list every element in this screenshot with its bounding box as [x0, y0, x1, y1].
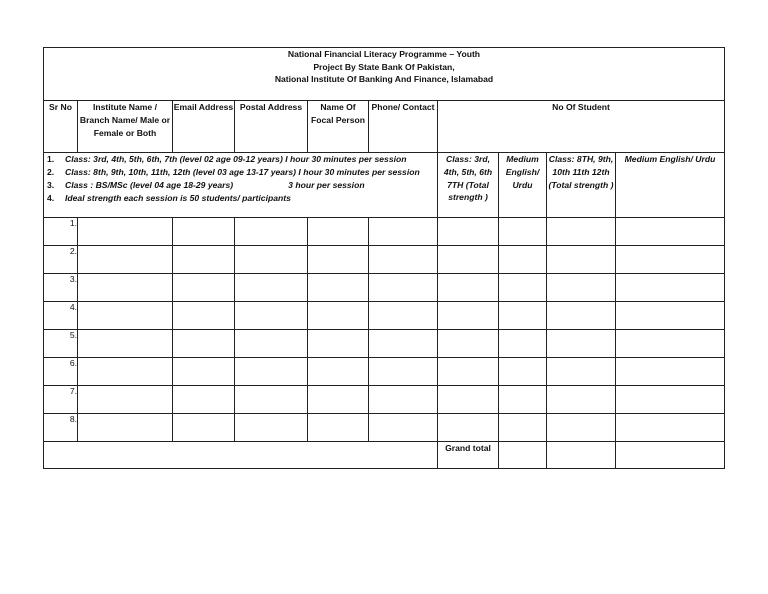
subheader-strength-senior: Class: 8TH, 9th, 10th 11th 12th (Total strength ) — [547, 153, 616, 218]
title-line-3: National Institute Of Banking And Finance, Islamabad — [274, 74, 494, 84]
table-row — [44, 246, 725, 274]
phone-cell[interactable] — [369, 274, 438, 302]
subheader-medium-senior: Medium English/ Urdu — [616, 153, 725, 218]
medium-junior-cell[interactable] — [499, 330, 547, 358]
email-cell[interactable] — [173, 386, 235, 414]
email-cell[interactable] — [173, 246, 235, 274]
table-row — [44, 274, 725, 302]
phone-cell[interactable] — [369, 302, 438, 330]
grand-total-label: Grand total — [438, 442, 499, 469]
grand-total-spacer — [44, 442, 438, 469]
table-row — [44, 414, 725, 442]
email-cell[interactable] — [173, 414, 235, 442]
postal-cell[interactable] — [235, 274, 308, 302]
institute-cell[interactable] — [78, 414, 173, 442]
strength-senior-cell[interactable] — [547, 386, 616, 414]
institute-cell[interactable] — [78, 358, 173, 386]
grand-total-row — [44, 442, 725, 469]
postal-cell[interactable] — [235, 330, 308, 358]
row-number: 2. — [44, 246, 78, 274]
header-sr-no: Sr No — [44, 101, 78, 153]
title-line-1: National Financial Literacy Programme – Youth — [287, 49, 481, 59]
phone-cell[interactable] — [369, 386, 438, 414]
focal-person-cell[interactable] — [308, 330, 369, 358]
phone-cell[interactable] — [369, 246, 438, 274]
postal-cell[interactable] — [235, 246, 308, 274]
strength-senior-cell[interactable] — [547, 414, 616, 442]
header-phone: Phone/ Contact — [369, 101, 438, 153]
strength-senior-cell[interactable] — [547, 358, 616, 386]
strength-senior-cell[interactable] — [547, 302, 616, 330]
header-focal-person: Name Of Focal Person — [308, 101, 369, 153]
strength-junior-cell[interactable] — [438, 358, 499, 386]
row-number: 3. — [44, 274, 78, 302]
email-cell[interactable] — [173, 302, 235, 330]
focal-person-cell[interactable] — [308, 302, 369, 330]
strength-junior-cell[interactable] — [438, 218, 499, 246]
medium-junior-cell[interactable] — [499, 358, 547, 386]
institute-cell[interactable] — [78, 302, 173, 330]
focal-person-cell[interactable] — [308, 246, 369, 274]
medium-senior-cell[interactable] — [616, 414, 725, 442]
phone-cell[interactable] — [369, 414, 438, 442]
medium-senior-cell[interactable] — [616, 274, 725, 302]
strength-senior-cell[interactable] — [547, 246, 616, 274]
institute-cell[interactable] — [78, 330, 173, 358]
medium-junior-cell[interactable] — [499, 386, 547, 414]
row-number: 7. — [44, 386, 78, 414]
table-row — [44, 218, 725, 246]
form-title — [44, 48, 725, 101]
header-institute: Institute Name / Branch Name/ Male or Female or Both — [78, 101, 173, 153]
medium-senior-cell[interactable] — [616, 386, 725, 414]
email-cell[interactable] — [173, 358, 235, 386]
medium-senior-cell[interactable] — [616, 302, 725, 330]
header-postal: Postal Address — [235, 101, 308, 153]
strength-senior-cell[interactable] — [547, 274, 616, 302]
medium-junior-cell[interactable] — [499, 414, 547, 442]
institute-cell[interactable] — [78, 218, 173, 246]
email-cell[interactable] — [173, 330, 235, 358]
strength-senior-cell[interactable] — [547, 218, 616, 246]
focal-person-cell[interactable] — [308, 414, 369, 442]
medium-junior-cell[interactable] — [499, 274, 547, 302]
strength-junior-cell[interactable] — [438, 246, 499, 274]
medium-senior-cell[interactable] — [616, 218, 725, 246]
note-4: 4. Ideal strength each session is 50 students/ participants — [47, 193, 291, 203]
strength-junior-cell[interactable] — [438, 302, 499, 330]
note-3: 3. Class : BS/MSc (level 04 age 18-29 years) 3 hour per session — [47, 180, 365, 190]
table-row — [44, 330, 725, 358]
strength-junior-cell[interactable] — [438, 386, 499, 414]
focal-person-cell[interactable] — [308, 386, 369, 414]
table-row — [44, 386, 725, 414]
header-email: Email Address — [173, 101, 235, 153]
postal-cell[interactable] — [235, 414, 308, 442]
note-2: 2. Class: 8th, 9th, 10th, 11th, 12th (level 03 age 13-17 years) I hour 30 minutes per session — [47, 167, 420, 177]
medium-junior-cell[interactable] — [499, 218, 547, 246]
phone-cell[interactable] — [369, 358, 438, 386]
title-line-2: Project By State Bank Of Pakistan, — [313, 61, 455, 72]
email-cell[interactable] — [173, 218, 235, 246]
focal-person-cell[interactable] — [308, 358, 369, 386]
grand-total-medium-senior[interactable] — [616, 442, 725, 469]
medium-senior-cell[interactable] — [616, 330, 725, 358]
medium-junior-cell[interactable] — [499, 246, 547, 274]
strength-junior-cell[interactable] — [438, 274, 499, 302]
focal-person-cell[interactable] — [308, 218, 369, 246]
row-number: 1. — [44, 218, 78, 246]
postal-cell[interactable] — [235, 218, 308, 246]
institute-cell[interactable] — [78, 246, 173, 274]
medium-senior-cell[interactable] — [616, 358, 725, 386]
institute-cell[interactable] — [78, 274, 173, 302]
class-notes — [44, 153, 438, 218]
row-number: 8. — [44, 414, 78, 442]
postal-cell[interactable] — [235, 358, 308, 386]
strength-junior-cell[interactable] — [438, 330, 499, 358]
phone-cell[interactable] — [369, 218, 438, 246]
row-number: 5. — [44, 330, 78, 358]
table-row — [44, 358, 725, 386]
grand-total-strength-senior[interactable] — [547, 442, 616, 469]
email-cell[interactable] — [173, 274, 235, 302]
grand-total-medium-junior[interactable] — [499, 442, 547, 469]
strength-junior-cell[interactable] — [438, 414, 499, 442]
row-number: 6. — [44, 358, 78, 386]
subheader-medium-junior: Medium English/ Urdu — [499, 153, 547, 218]
focal-person-cell[interactable] — [308, 274, 369, 302]
registration-form-table — [43, 47, 725, 469]
strength-senior-cell[interactable] — [547, 330, 616, 358]
postal-cell[interactable] — [235, 302, 308, 330]
note-1: 1. Class: 3rd, 4th, 5th, 6th, 7th (level 02 age 09-12 years) I hour 30 minutes per session — [47, 154, 407, 164]
header-no-of-student: No Of Student — [438, 101, 725, 153]
medium-junior-cell[interactable] — [499, 302, 547, 330]
institute-cell[interactable] — [78, 386, 173, 414]
medium-senior-cell[interactable] — [616, 246, 725, 274]
table-row — [44, 302, 725, 330]
postal-cell[interactable] — [235, 386, 308, 414]
phone-cell[interactable] — [369, 330, 438, 358]
row-number: 4. — [44, 302, 78, 330]
subheader-strength-junior: Class: 3rd, 4th, 5th, 6th 7TH (Total strength ) — [438, 153, 499, 218]
